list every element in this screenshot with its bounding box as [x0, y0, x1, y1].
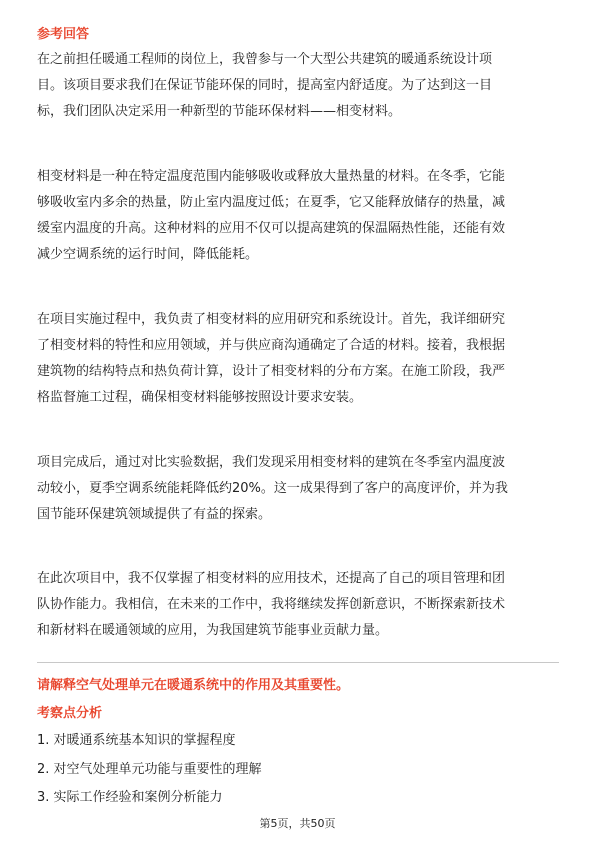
paragraph-1 — [37, 47, 562, 125]
paragraph-line: 了相变材料的特性和应用领域，并与供应商沟通确定了合适的材料。接着，我根据 — [37, 338, 506, 353]
paragraph-line: 在此次项目中，我不仅掌握了相变材料的应用技术，还提高了自己的项目管理和团 — [37, 571, 506, 586]
analysis-point: 2. 对空气处理单元功能与重要性的理解 — [37, 762, 262, 777]
paragraph-line: 减少空调系统的运行时间，降低能耗。 — [37, 247, 259, 262]
paragraph-line: 缓室内温度的升高。这种材料的应用不仅可以提高建筑的保温隔热性能，还能有效 — [37, 221, 506, 236]
question-heading: 请解释空气处理单元在暖通系统中的作用及其重要性。 — [37, 678, 350, 693]
analysis-point: 3. 实际工作经验和案例分析能力 — [37, 790, 223, 805]
paragraph-line: 国节能环保建筑领域提供了有益的探索。 — [37, 507, 272, 522]
paragraph-line: 在之前担任暖通工程师的岗位上，我曾参与一个大型公共建筑的暖通系统设计项 — [37, 52, 493, 67]
paragraph-line: 在项目实施过程中，我负责了相变材料的应用研究和系统设计。首先，我详细研究 — [37, 312, 506, 327]
section-divider — [37, 662, 559, 663]
paragraph-line: 和新材料在暖通领域的应用，为我国建筑节能事业贡献力量。 — [37, 623, 389, 638]
paragraph-line: 标，我们团队决定采用一种新型的节能环保材料——相变材料。 — [37, 104, 402, 119]
analysis-heading: 考察点分析 — [37, 706, 103, 721]
paragraph-line: 项目完成后，通过对比实验数据，我们发现采用相变材料的建筑在冬季室内温度波 — [37, 455, 506, 470]
answer-heading: 参考回答 — [37, 27, 90, 42]
paragraph-3 — [37, 307, 562, 411]
paragraph-4 — [37, 450, 562, 528]
paragraph-line: 格监督施工过程，确保相变材料能够按照设计要求安装。 — [37, 390, 363, 405]
paragraph-line: 动较小，夏季空调系统能耗降低约20%。这一成果得到了客户的高度评价，并为我 — [37, 481, 508, 496]
paragraph-line: 目。该项目要求我们在保证节能环保的同时，提高室内舒适度。为了达到这一目 — [37, 78, 493, 93]
paragraph-2 — [37, 164, 562, 268]
paragraph-line: 相变材料是一种在特定温度范围内能够吸收或释放大量热量的材料。在冬季，它能 — [37, 169, 506, 184]
paragraph-line: 建筑物的结构特点和热负荷计算，设计了相变材料的分布方案。在施工阶段，我严 — [37, 364, 506, 379]
analysis-point: 1. 对暖通系统基本知识的掌握程度 — [37, 733, 236, 748]
page-number: 第5页，共50页 — [259, 817, 336, 830]
paragraph-5 — [37, 566, 562, 644]
paragraph-line: 队协作能力。我相信，在未来的工作中，我将继续发挥创新意识，不断探索新技术 — [37, 597, 506, 612]
paragraph-line: 够吸收室内多余的热量，防止室内温度过低；在夏季，它又能释放储存的热量，减 — [37, 195, 506, 210]
